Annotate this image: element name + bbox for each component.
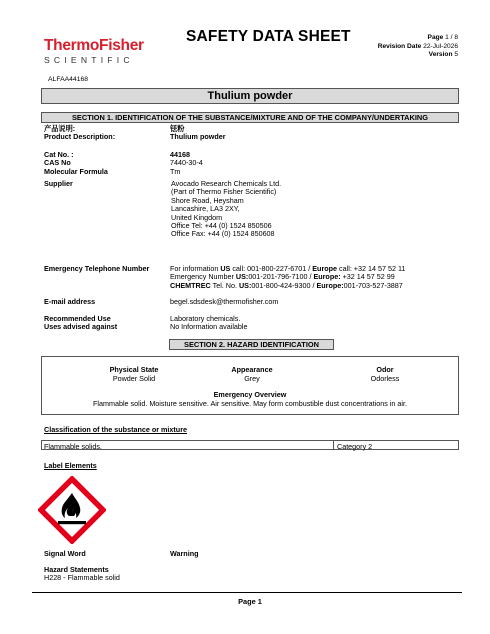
footer-page-number: Page 1 xyxy=(238,597,262,606)
emergency-overview-text: Flammable solid. Moisture sensitive. Air sensitive. May form combustible dust concentrations in air. xyxy=(93,398,407,408)
signal-word-label: Signal Word xyxy=(44,549,86,558)
product-description-label: Product Description: xyxy=(44,132,116,142)
appearance-cell xyxy=(192,366,312,383)
formula-label: Molecular Formula xyxy=(44,166,108,176)
document-title: SAFETY DATA SHEET xyxy=(186,28,351,45)
hazard-summary-box xyxy=(41,356,459,415)
section-2-heading: SECTION 2. HAZARD IDENTIFICATION xyxy=(169,339,334,350)
cat-no-label: Cat No. : xyxy=(44,150,74,159)
emergency-line-info: For information US call: 001-800-227-6701 / Europe call: +32 14 57 52 11 xyxy=(170,264,406,273)
emergency-numbers xyxy=(170,265,470,290)
cas-label: CAS No xyxy=(44,158,71,168)
product-description-value: Thulium powder xyxy=(170,132,226,142)
appearance-label: Appearance xyxy=(231,365,273,374)
odor-label: Odor xyxy=(376,365,394,374)
supplier-label: Supplier xyxy=(44,179,73,188)
physical-state-value: Powder Solid xyxy=(112,373,156,383)
emergency-overview-label: Emergency Overview xyxy=(213,390,287,399)
hazard-statements-label: Hazard Statements xyxy=(44,565,109,574)
supplier-line: Office Tel: +44 (0) 1524 850506 xyxy=(171,221,272,231)
formula-value: Tm xyxy=(170,166,181,176)
page-label: Page xyxy=(427,34,444,41)
section-1-heading: SECTION 1. IDENTIFICATION OF THE SUBSTANCE/MIXTURE AND OF THE COMPANY/UNDERTAKING xyxy=(41,112,459,123)
recommended-use-label: Recommended Use xyxy=(44,314,111,323)
hazard-statement: H228 - Flammable solid xyxy=(44,573,120,583)
logo-subtitle: SCIENTIFIC xyxy=(44,55,134,65)
uses-advised-against-label: Uses advised against xyxy=(44,322,118,332)
emergency-overview xyxy=(42,391,458,408)
classification-table xyxy=(41,440,459,450)
email-value[interactable]: begel.sdsdesk@thermofisher.com xyxy=(170,297,279,306)
revision-label: Revision Date xyxy=(377,42,422,50)
cas-value: 7440-30-4 xyxy=(170,158,203,168)
company-logo xyxy=(44,38,154,66)
physical-state-cell xyxy=(74,366,194,383)
product-name-banner: Thulium powder xyxy=(41,88,459,104)
emergency-line-chemtrec: CHEMTREC Tel. No. US:001-800-424-9300 / Europe:001-703-527-3887 xyxy=(170,280,403,290)
odor-value: Odorless xyxy=(370,373,400,383)
supplier-line: United Kingdom xyxy=(171,212,223,222)
flame-icon xyxy=(38,476,106,544)
supplier-line: Office Fax: +44 (0) 1524 850608 xyxy=(171,229,275,239)
version-label: Version xyxy=(428,51,453,59)
label-elements-heading: Label Elements xyxy=(44,461,97,470)
cat-no-value: 44168 xyxy=(170,150,190,159)
appearance-value: Grey xyxy=(244,373,260,383)
page-value: 1 / 8 xyxy=(445,34,458,41)
supplier-line: (Part of Thermo Fisher Scientific) xyxy=(171,187,277,197)
logo-wordmark: ThermoFisher xyxy=(44,37,144,54)
supplier-line: Lancashire, LA3 2XY, xyxy=(171,204,240,214)
document-meta xyxy=(378,34,458,60)
supplier-line: Avocado Research Chemicals Ltd. xyxy=(171,179,282,188)
email-label: E-mail address xyxy=(44,297,96,306)
supplier-line: Shore Road, Heysham xyxy=(171,195,244,205)
emergency-label: Emergency Telephone Number xyxy=(44,264,150,273)
uses-advised-against-value: No Information available xyxy=(170,322,248,332)
recommended-use-value: Laboratory chemicals. xyxy=(170,314,241,323)
signal-word-value: Warning xyxy=(170,549,199,558)
emergency-line-number: Emergency Number US:001-201-796-7100 / Europe: +32 14 57 52 99 xyxy=(170,272,395,282)
supplier-address xyxy=(171,180,471,239)
classification-category: Category 2 xyxy=(337,441,373,451)
physical-state-label: Physical State xyxy=(109,365,159,374)
classification-divider xyxy=(333,441,334,449)
revision-value: 22-Jul-2026 xyxy=(423,42,458,50)
classification-name: Flammable solids. xyxy=(44,441,102,451)
classification-heading: Classification of the substance or mixture xyxy=(44,425,187,434)
document-id: ALFAA44168 xyxy=(48,76,89,83)
footer-divider xyxy=(32,592,462,593)
odor-cell xyxy=(325,366,445,383)
version-value: 5 xyxy=(454,51,458,59)
product-description-label-cn: 产品说明: xyxy=(44,124,76,133)
product-name-cn: 铥粉 xyxy=(170,124,185,133)
